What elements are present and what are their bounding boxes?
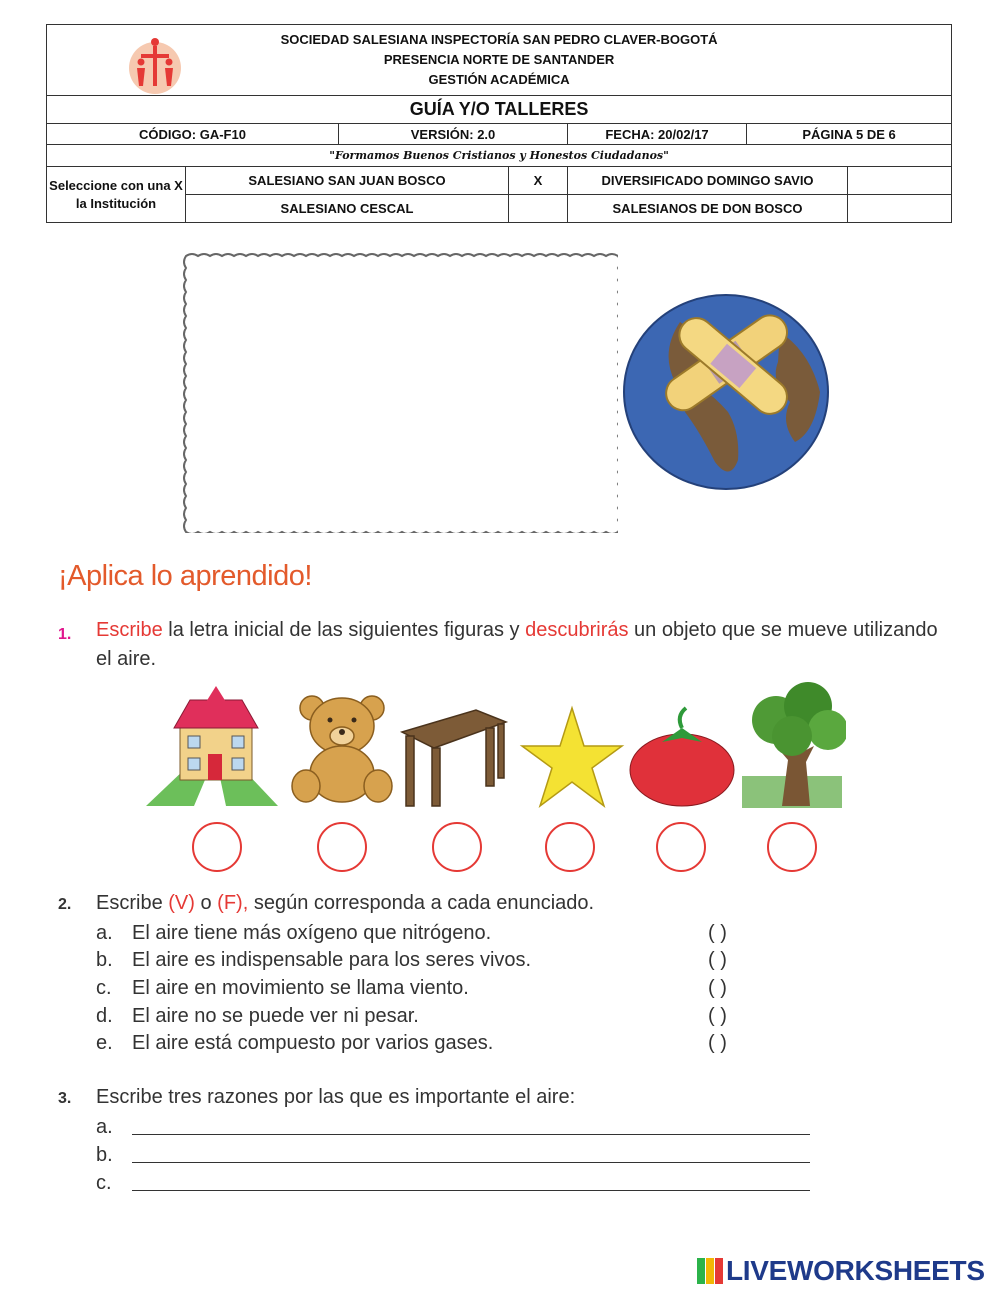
q1-verb-2: descubrirás xyxy=(525,619,629,641)
statement-a xyxy=(96,922,491,945)
motto: "Formamos Buenos Cristianos y Honestos Ciudadanos" xyxy=(47,145,952,167)
statement-letter: d. xyxy=(96,1005,113,1027)
salesian-logo-icon xyxy=(125,36,185,96)
brand-name: LIVEWORKSHEETS xyxy=(726,1255,985,1286)
answer-box-c[interactable]: ( ) xyxy=(708,977,727,999)
star-image xyxy=(522,708,622,806)
institution-4-mark[interactable] xyxy=(848,195,952,223)
earth-bandage-image xyxy=(620,292,832,492)
table-image xyxy=(402,710,506,806)
statement-d xyxy=(96,1005,419,1028)
liveworksheets-brand[interactable] xyxy=(697,1254,985,1288)
reason-b-line[interactable] xyxy=(132,1162,810,1163)
version-cell: VERSIÓN: 2.0 xyxy=(339,124,568,145)
liveworksheets-logo-icon xyxy=(697,1258,723,1284)
wavy-frame[interactable] xyxy=(178,248,618,533)
q2-part1: Escribe xyxy=(96,892,169,914)
organization-cell xyxy=(47,25,952,96)
reason-c-label xyxy=(96,1172,132,1195)
q1-part4: un objeto que se mueve utilizando el aire. xyxy=(96,619,938,670)
answer-circle-4[interactable] xyxy=(545,822,595,872)
question-1-number: 1. xyxy=(58,626,72,643)
institution-1: SALESIANO SAN JUAN BOSCO xyxy=(186,167,509,195)
answer-circle-5[interactable] xyxy=(656,822,706,872)
reason-letter: c. xyxy=(96,1172,112,1194)
figure-pictures xyxy=(146,680,846,810)
code-cell: CÓDIGO: GA-F10 xyxy=(47,124,339,145)
statement-b xyxy=(96,949,531,972)
statement-letter: c. xyxy=(96,977,112,999)
question-3-number: 3. xyxy=(58,1090,72,1107)
q2-part5: según corresponda a cada enunciado. xyxy=(248,892,595,914)
reason-a-label xyxy=(96,1116,132,1139)
q2-v: (V) xyxy=(168,892,195,914)
date-cell: FECHA: 20/02/17 xyxy=(568,124,747,145)
tomato-image xyxy=(630,708,734,806)
institution-4: SALESIANOS DE DON BOSCO xyxy=(568,195,848,223)
answer-box-a[interactable]: ( ) xyxy=(708,922,727,944)
answer-circle-1[interactable] xyxy=(192,822,242,872)
statement-letter: a. xyxy=(96,922,113,944)
answer-circle-3[interactable] xyxy=(432,822,482,872)
answer-box-b[interactable]: ( ) xyxy=(708,949,727,971)
header-table xyxy=(46,24,952,223)
question-1-text xyxy=(96,616,956,674)
reason-letter: b. xyxy=(96,1144,113,1166)
teddy-bear-image xyxy=(292,696,392,802)
statement-text: El aire es indispensable para los seres vivos. xyxy=(132,949,532,971)
guide-title: GUÍA Y/O TALLERES xyxy=(47,96,952,124)
statement-e xyxy=(96,1032,493,1055)
activity-title: ¡Aplica lo aprendido! xyxy=(58,560,312,592)
statement-text: El aire está compuesto por varios gases. xyxy=(132,1032,494,1054)
q1-verb: Escribe xyxy=(96,619,163,641)
house-image xyxy=(146,686,278,806)
institution-3-mark[interactable] xyxy=(509,195,568,223)
answer-circle-2[interactable] xyxy=(317,822,367,872)
answer-box-d[interactable]: ( ) xyxy=(708,1005,727,1027)
org-line-1: SOCIEDAD SALESIANA INSPECTORÍA SAN PEDRO CLAVER-BOGOTÁ xyxy=(280,32,718,47)
select-institution-label: Seleccione con una X la Institución xyxy=(47,167,186,223)
org-line-3: GESTIÓN ACADÉMICA xyxy=(428,72,570,87)
q1-part2: la letra inicial de las siguientes figuras y xyxy=(162,619,526,641)
q2-f: (F), xyxy=(217,892,249,914)
question-2-number: 2. xyxy=(58,896,72,913)
page-cell: PÁGINA 5 DE 6 xyxy=(747,124,952,145)
question-3-text: Escribe tres razones por las que es importante el aire: xyxy=(96,1086,576,1108)
institution-2-mark[interactable] xyxy=(848,167,952,195)
reason-c-line[interactable] xyxy=(132,1190,810,1191)
statement-letter: e. xyxy=(96,1032,113,1054)
statement-text: El aire tiene más oxígeno que nitrógeno. xyxy=(132,922,492,944)
reason-b-label xyxy=(96,1144,132,1167)
institution-1-mark[interactable]: X xyxy=(509,167,568,195)
answer-box-e[interactable]: ( ) xyxy=(708,1032,727,1054)
reason-letter: a. xyxy=(96,1116,113,1138)
reason-a-line[interactable] xyxy=(132,1134,810,1135)
answer-circle-6[interactable] xyxy=(767,822,817,872)
org-line-2: PRESENCIA NORTE DE SANTANDER xyxy=(383,52,615,67)
tree-image xyxy=(742,682,846,808)
q2-part3: o xyxy=(194,892,218,914)
question-2-text xyxy=(96,892,594,915)
statement-c xyxy=(96,977,469,1000)
statement-text: El aire en movimiento se llama viento. xyxy=(132,977,469,999)
statement-letter: b. xyxy=(96,949,113,971)
statement-text: El aire no se puede ver ni pesar. xyxy=(132,1005,419,1027)
institution-2: DIVERSIFICADO DOMINGO SAVIO xyxy=(568,167,848,195)
institution-3: SALESIANO CESCAL xyxy=(186,195,509,223)
